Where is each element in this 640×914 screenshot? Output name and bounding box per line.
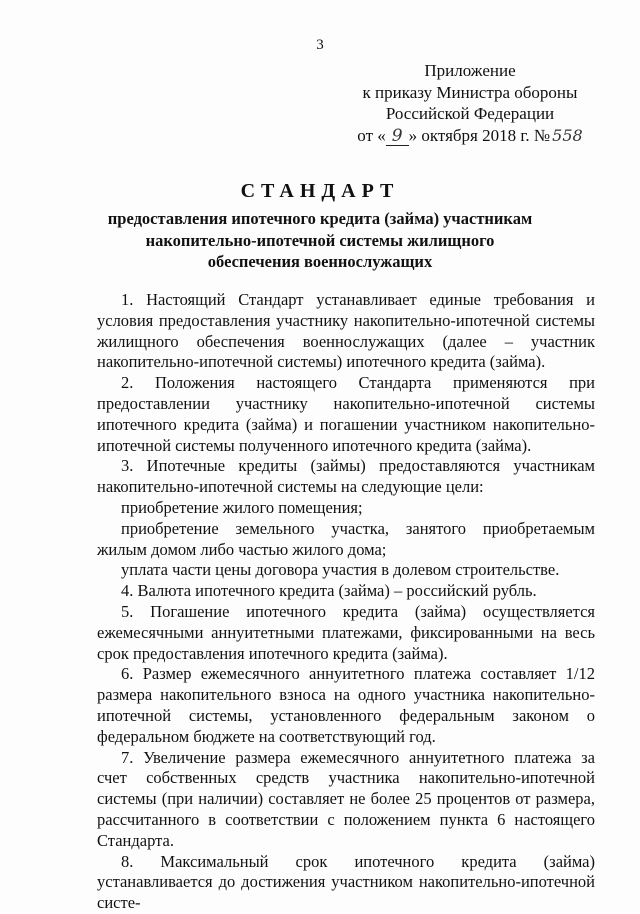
date-day-handwritten: 9: [386, 128, 409, 146]
list-item: приобретение жилого помещения;: [121, 497, 363, 517]
list-item: приобретение земельного участка, занятого приобретаемым жилым домом либо частью жилого дома;: [97, 518, 595, 559]
page-number: 3: [316, 37, 324, 53]
paragraph-8: 8. Максимальный срок ипотечного кредита (займа) устанавливается до достижения участником накопительно-ипотечной систе-: [97, 851, 595, 913]
paragraph-2: 2. Положения настоящего Стандарта применяются при предоставлении участнику накопительно-ипотечной системы ипотечного кредита (займа) и погашении участником накопительно-ипотечной системы полученного ипотечного кредита (займа).: [97, 373, 595, 455]
date-suffix: » октября 2018 г. №: [408, 125, 551, 145]
appendix-country: Российской Федерации: [385, 104, 555, 123]
appendix-block: [340, 60, 600, 146]
appendix-label: Приложение: [424, 61, 516, 80]
date-prefix: от «: [357, 125, 386, 145]
paragraph-4: 4. Валюта ипотечного кредита (займа) – российский рубль.: [121, 581, 537, 601]
subtitle-line: обеспечения военнослужащих: [207, 252, 433, 271]
subtitle-line: предоставления ипотечного кредита (займа) участникам: [107, 209, 533, 228]
appendix-order-ref: к приказу Министра обороны: [362, 82, 578, 102]
subtitle-line: накопительно-ипотечной системы жилищного: [145, 230, 495, 250]
paragraph-3: 3. Ипотечные кредиты (займы) предоставляются участникам накопительно-ипотечной системы на следующие цели:: [97, 456, 595, 497]
appendix-date-line: [340, 125, 600, 147]
list-item: уплата части цены договора участия в долевом строительстве.: [121, 560, 560, 580]
paragraph-1: 1. Настоящий Стандарт устанавливает единые требования и условия предоставления участнику накопительно-ипотечной системы жилищного обеспечения военнослужащих (далее – участник накопительно-ипотечной системы) ипотечного кредита (займа).: [97, 290, 595, 372]
order-number-handwritten: 558: [552, 125, 583, 145]
document-body: [97, 290, 595, 914]
paragraph-5: 5. Погашение ипотечного кредита (займа) осуществляется ежемесячными аннуитетными платежами, фиксированными на весь срок предоставления ипотечного кредита (займа).: [97, 601, 595, 663]
document-title: СТАНДАРТ: [240, 180, 400, 202]
paragraph-7: 7. Увеличение размера ежемесячного аннуитетного платежа за счет собственных средств участника накопительно-ипотечной системы (при наличии) составляет не более 25 процентов от размера, рассчитанного в соответствии с положением пункта 6 настоящего Стандарта.: [97, 747, 595, 850]
document-subtitle: [100, 208, 540, 273]
paragraph-6: 6. Размер ежемесячного аннуитетного платежа составляет 1/12 размера накопительного взноса на одного участника накопительно-ипотечной системы, установленного федеральным законом о федеральном бюджете на соответствующий год.: [97, 664, 595, 746]
